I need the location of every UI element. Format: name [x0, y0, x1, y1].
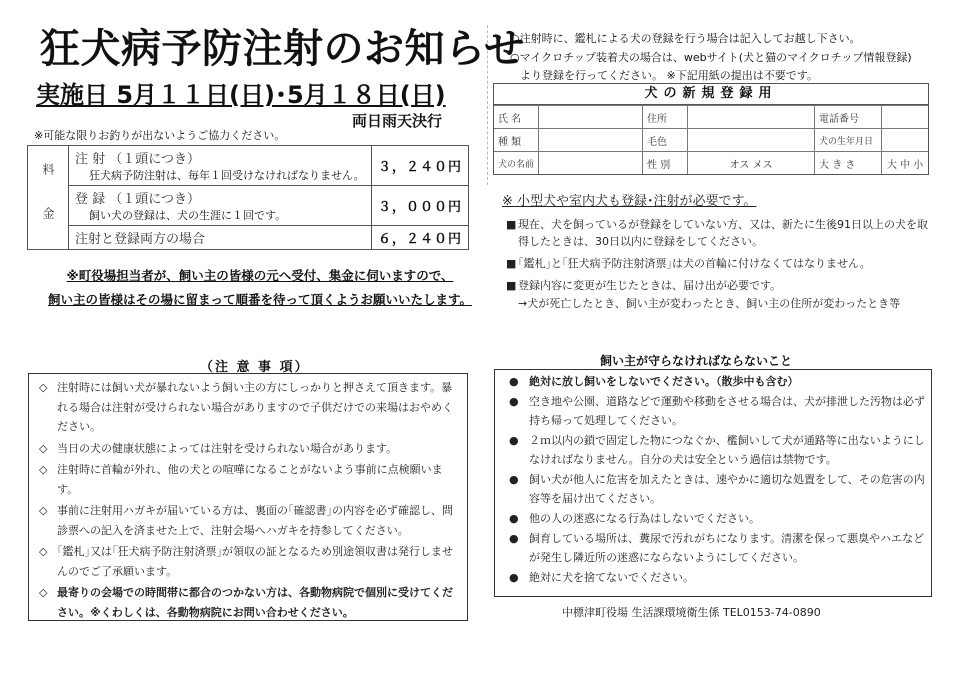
fee-category: 料 金: [28, 146, 69, 250]
rule-item: [506, 216, 936, 250]
square-bullet-icon: ■: [506, 218, 517, 231]
office-contact: 中標津町役場 生活課環境衛生係 TEL0153-74-0890: [562, 606, 821, 619]
caution-text: 最寄りの会場での時間帯に都合のつかない方は、各動物病院で個別に受けてください。※くわしくは、各動物病院にお問い合わせください。: [57, 586, 453, 619]
circle-bullet-icon: ●: [509, 375, 519, 388]
rain-note: 両日雨天決行: [352, 112, 443, 130]
caution-item: [37, 460, 461, 499]
duty-text: 飼い犬が他人に危害を加えたときは、速やかに適切な処置をして、その危害の内容等を届け出てください。: [529, 473, 925, 505]
field-label: 電話番号: [815, 106, 882, 129]
rule-text: 現在、犬を飼っているが登録をしていない方、又は、新たに生後91日以上の犬を取得したときは、30日以内に登録をしてください。: [518, 218, 928, 248]
diamond-bullet-icon: ◇: [39, 381, 48, 394]
field-input[interactable]: [882, 129, 928, 152]
fee-sub: 飼い犬の登録は、犬の生涯に１回です。: [89, 209, 287, 222]
right-note-1: ○注射時に、鑑札による犬の登録を行う場合は記入してお越し下さい。: [510, 32, 861, 45]
diamond-bullet-icon: ◇: [39, 504, 48, 517]
square-bullet-icon: ■: [506, 279, 517, 292]
diamond-bullet-icon: ◇: [39, 545, 48, 558]
form-row: [494, 129, 928, 152]
right-note-3: より登録を行ってください。 ※下記用紙の提出は不要です。: [520, 69, 818, 82]
diamond-bullet-icon: ◇: [39, 463, 48, 476]
diamond-bullet-icon: ◇: [39, 441, 48, 455]
field-label: 毛色: [643, 129, 688, 152]
field-label: 犬の名前: [494, 152, 539, 175]
rule-text: →犬が死亡したとき、飼い主が変わったとき、飼い主の住所が変わったとき等: [518, 297, 901, 310]
duty-text: 絶対に放し飼いをしないでください。（散歩中も含む）: [529, 375, 799, 388]
rule-item: [506, 255, 936, 272]
change-note: ※可能な限りお釣りが出ないようご協力ください。: [34, 129, 286, 142]
duty-item: [501, 529, 925, 567]
circle-bullet-icon: ●: [509, 473, 519, 486]
fee-label: 注射と登録両方の場合: [75, 232, 206, 247]
duty-text: ２ｍ以内の鎖で固定した物につなぐか、檻飼いして犬が通路等に出ないようにしなければなりません。自分の犬は安全という過信は禁物です。: [529, 434, 925, 466]
circle-bullet-icon: ●: [509, 512, 519, 525]
duty-item: [501, 392, 925, 430]
field-input[interactable]: [539, 129, 643, 152]
field-label: 住所: [643, 106, 688, 129]
fee-sub: 狂犬病予防注射は、毎年１回受けなければなりません。: [89, 169, 365, 182]
rule-item: [506, 277, 936, 294]
field-input[interactable]: [688, 129, 815, 152]
fee-label: 注 射 （１頭につき）: [75, 152, 201, 167]
caution-text: 当日の犬の健康状態によっては注射を受けられない場合があります。: [57, 441, 398, 455]
square-bullet-icon: ■: [506, 257, 517, 270]
size-options[interactable]: 大 中 小: [882, 152, 928, 175]
owner-duties-box: [494, 369, 932, 597]
field-label: 氏 名: [494, 106, 539, 129]
sex-options[interactable]: オス メス: [688, 152, 815, 175]
page-title: 狂犬病予防注射のお知らせ: [40, 26, 525, 72]
duty-item: [501, 372, 925, 391]
rule-text: 登録内容に変更が生じたときは、届け出が必要です。: [518, 279, 782, 292]
field-label: 性 別: [643, 152, 688, 175]
field-input[interactable]: [539, 152, 643, 175]
field-input[interactable]: [539, 106, 643, 129]
fee-label: 登 録 （１頭につき）: [75, 192, 201, 207]
form-row: [494, 152, 928, 175]
field-label: 大 き さ: [815, 152, 882, 175]
duty-text: 空き地や公園、道路などで運動や移動をさせる場合は、犬が排泄した汚物は必ず持ち帰って処理してください。: [529, 395, 925, 427]
registration-table: [494, 105, 928, 174]
schedule-dates: 実施日 5月１１日(日)･5月１８日(日): [36, 81, 446, 109]
duty-item: [501, 568, 925, 587]
rule-text: ｢鑑札｣と｢狂犬病予防注射済票｣は犬の首輪に付けなくてはなりません。: [518, 257, 871, 270]
circle-bullet-icon: ●: [509, 434, 519, 447]
cautions-header: （注 意 事 項）: [200, 360, 310, 375]
caution-item: [37, 542, 461, 581]
field-label: 種 類: [494, 129, 539, 152]
caution-item: [37, 501, 461, 540]
owner-duties-header: 飼い主が守らなければならないこと: [600, 354, 793, 368]
fee-price: ６，２４０円: [372, 226, 469, 250]
caution-item: [37, 583, 461, 622]
registration-form: [493, 83, 929, 175]
fee-row-both: [28, 226, 469, 250]
fee-price: ３，０００円: [372, 186, 469, 226]
notice-line-2: 飼い主の皆様はその場に留まって順番を待って頂くようお願いいたします。: [47, 292, 472, 307]
registration-header: 犬の新規登録用: [494, 84, 928, 105]
registration-rules: [506, 216, 936, 317]
caution-item: [37, 439, 461, 459]
notice-line-1: ※町役場担当者が、飼い主の皆様の元へ受付、集金に伺いますので、: [66, 268, 454, 283]
duty-text: 他の人の迷惑になる行為はしないでください。: [529, 512, 760, 525]
field-label: 犬の生年月日: [815, 129, 882, 152]
caution-text: 注射時に首輪が外れ、他の犬との喧嘩になることがないよう事前に点検願います。: [57, 463, 443, 496]
fee-price: ３，２４０円: [372, 146, 469, 186]
rule-item: [506, 295, 936, 312]
duty-text: 絶対に犬を捨てないでください。: [529, 571, 694, 584]
right-note-2: ○マイクロチップ装着犬の場合は、webサイト(犬と猫のマイクロチップ情報登録): [510, 51, 912, 64]
duty-item: [501, 470, 925, 508]
field-input[interactable]: [688, 106, 815, 129]
duty-item: [501, 431, 925, 469]
fee-row-injection: [28, 146, 469, 186]
circle-bullet-icon: ●: [509, 532, 519, 545]
caution-item: [37, 378, 461, 437]
circle-bullet-icon: ●: [509, 571, 519, 584]
duty-text: 飼育している場所は、糞尿で汚れがちになります。清潔を保って悪臭やハエなどが発生し隣近所の迷惑にならないようにしてください。: [529, 532, 925, 564]
field-input[interactable]: [882, 106, 928, 129]
form-row: [494, 106, 928, 129]
caution-text: ｢鑑札｣又は｢狂犬病予防注射済票｣が領収の証となるため別途領収書は発行しませんのでご了承願います。: [57, 545, 453, 578]
caution-text: 注射時には飼い犬が暴れないよう飼い主の方にしっかりと押さえて頂きます。暴れる場合は注射が受けられない場合がありますので子供だけでの来場はおやめください。: [57, 381, 453, 433]
cautions-box: [28, 373, 468, 621]
fee-row-registration: [28, 186, 469, 226]
collection-notice: [40, 264, 480, 312]
circle-bullet-icon: ●: [509, 395, 519, 408]
small-dog-note: ※ 小型犬や室内犬も登録･注射が必要です。: [502, 194, 757, 209]
caution-text: 事前に注射用ハガキが届いている方は、裏面の｢確認書｣の内容を必ず確認し、問診票への記入を済ませた上で、注射会場へハガキを持参してください。: [57, 504, 453, 537]
duty-item: [501, 509, 925, 528]
diamond-bullet-icon: ◇: [39, 586, 48, 599]
fee-table: [27, 145, 469, 250]
